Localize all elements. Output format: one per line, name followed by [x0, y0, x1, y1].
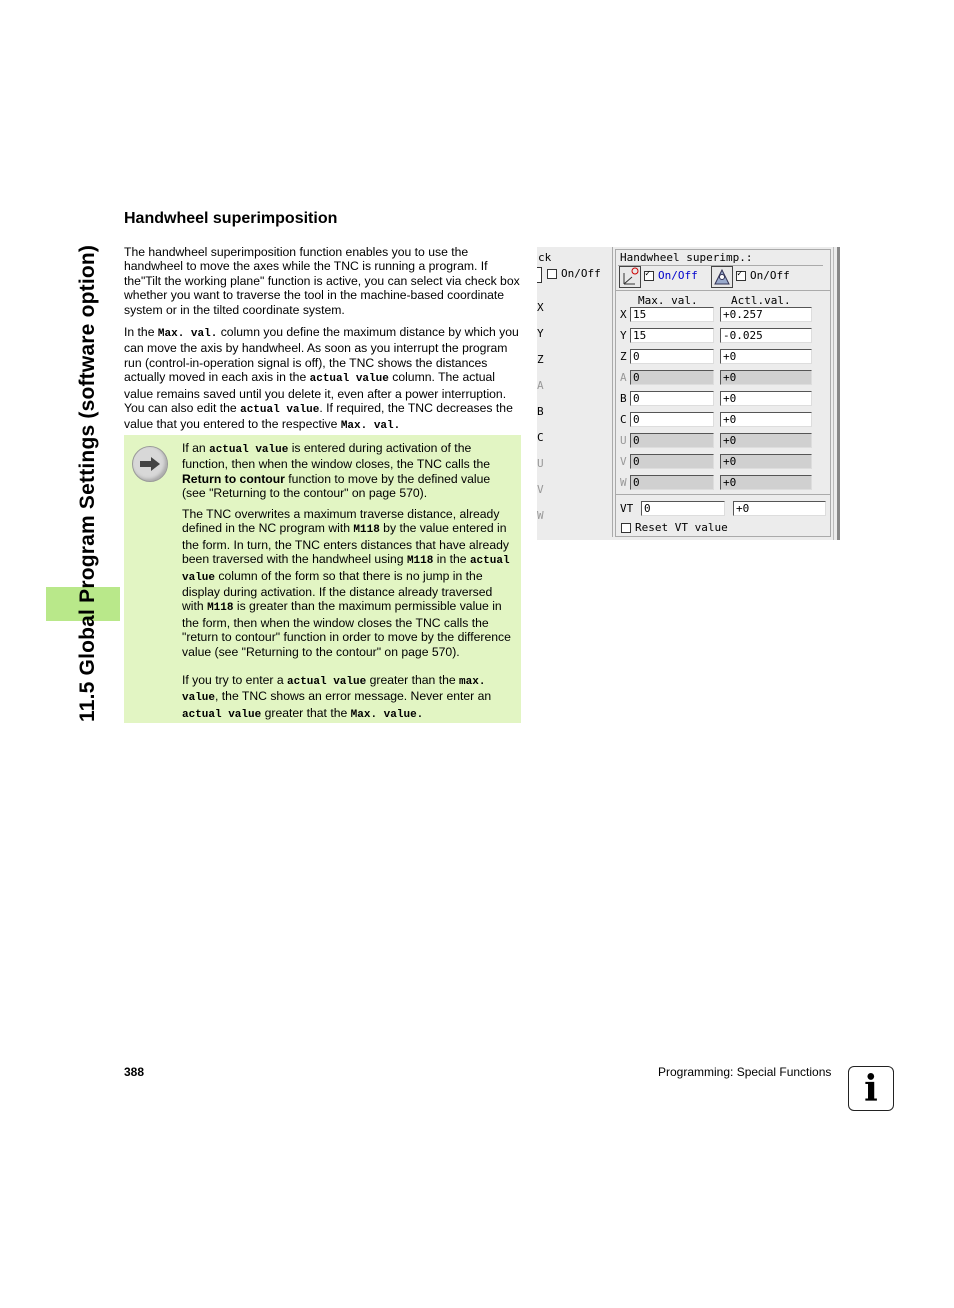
side-section-title: 11.5 Global Program Settings (software option): [76, 244, 99, 722]
axis-label-u: U: [620, 434, 627, 447]
axis-label-z: Z: [620, 350, 627, 363]
actual-val-field-y[interactable]: -0.025: [720, 328, 812, 343]
tilted-coordinate-icon: [711, 266, 733, 288]
left-axis-v: V: [537, 483, 544, 496]
machine-coordinate-icon: [619, 266, 641, 288]
intro-paragraph: The handwheel superimposition function enables you to use the handwheel to move the axes while the TNC is running a program. If the"Tilt the working plane" function is active, you can select via check box whether you want to traverse the tool in the machine-based coordinate system or in the tilted coordinate system.: [124, 245, 520, 317]
handwheel-form-screenshot: [537, 247, 840, 540]
max-val-column-header: Max. val.: [638, 294, 698, 307]
left-axis-z: Z: [537, 353, 544, 366]
note-paragraph-1: If an actual value is entered during activation of the function, then when the window closes, the TNC calls the Return to contour function to move by the defined value (see "Returning to the contour" on page 570).: [182, 441, 491, 501]
left-panel-label: ck: [538, 251, 552, 264]
handwheel-group: [615, 249, 831, 537]
max-val-field-c[interactable]: 0: [630, 412, 714, 427]
note-paragraph-3: If you try to enter a actual value greater than the max. value, the TNC shows an error message. Never enter an actual value greater that the Max. value.: [182, 673, 492, 721]
actual-val-column-header: Actl.val.: [731, 294, 791, 307]
axis-label-w: W: [620, 476, 627, 489]
actual-val-field-b[interactable]: +0: [720, 391, 812, 406]
left-onoff-checkbox[interactable]: [547, 269, 557, 279]
max-val-field-b[interactable]: 0: [630, 391, 714, 406]
actual-val-field-x[interactable]: +0.257: [720, 307, 812, 322]
arrow-right-icon: [132, 446, 168, 482]
max-val-field-z[interactable]: 0: [630, 349, 714, 364]
left-axis-y: Y: [537, 327, 544, 340]
left-axis-a: A: [537, 379, 544, 392]
axis-label-v: V: [620, 455, 627, 468]
left-axis-w: W: [537, 509, 544, 522]
left-axis-u: U: [537, 457, 544, 470]
reset-vt-checkbox[interactable]: [621, 523, 631, 533]
max-val-field-u[interactable]: 0: [630, 433, 714, 448]
axis-label-a: A: [620, 371, 627, 384]
footer-section-title: Programming: Special Functions: [658, 1065, 832, 1079]
axis-label-y: Y: [620, 329, 627, 342]
max-val-paragraph: In the Max. val. column you define the maximum distance by which you can move the axis by handwheel. As soon as you interrupt the program run (control-in-operation signal is off), the TNC shows the distances actually moved in each axis in the actual value column. The actual value remains saved until you delete it, even after a power interruption. You can also edit the actual value. If required, the TNC decreases the value that you entered to the respective Max. val.: [124, 325, 519, 433]
section-heading: Handwheel superimposition: [124, 210, 338, 227]
axis-label-c: C: [620, 413, 627, 426]
page-number: 388: [124, 1065, 145, 1079]
actual-val-field-z[interactable]: +0: [720, 349, 812, 364]
tilted-onoff-label: On/Off: [750, 269, 790, 282]
actual-val-field-w[interactable]: +0: [720, 475, 812, 490]
left-axis-c: C: [537, 431, 544, 444]
left-panel-icon: [537, 267, 542, 283]
axis-label-x: X: [620, 308, 627, 321]
actual-val-field-c[interactable]: +0: [720, 412, 812, 427]
axis-label-b: B: [620, 392, 627, 405]
left-axis-b: B: [537, 405, 544, 418]
max-val-field-a[interactable]: 0: [630, 370, 714, 385]
tilted-onoff-checkbox[interactable]: [736, 271, 746, 281]
actual-val-field-v[interactable]: +0: [720, 454, 812, 469]
machine-onoff-checkbox[interactable]: [644, 271, 654, 281]
left-onoff-label: On/Off: [561, 267, 601, 280]
machine-onoff-label: On/Off: [658, 269, 698, 282]
max-val-field-y[interactable]: 15: [630, 328, 714, 343]
vt-max-field[interactable]: 0: [641, 501, 725, 516]
vt-actual-field[interactable]: +0: [733, 501, 826, 516]
max-val-field-x[interactable]: 15: [630, 307, 714, 322]
vt-label: VT: [620, 502, 634, 515]
actual-val-field-u[interactable]: +0: [720, 433, 812, 448]
reset-vt-label: Reset VT value: [635, 521, 728, 534]
left-axis-x: X: [537, 301, 544, 314]
actual-val-field-a[interactable]: +0: [720, 370, 812, 385]
max-val-field-v[interactable]: 0: [630, 454, 714, 469]
left-panel: [537, 247, 613, 537]
max-val-field-w[interactable]: 0: [630, 475, 714, 490]
info-icon: i: [848, 1066, 894, 1111]
note-paragraph-2: The TNC overwrites a maximum traverse distance, already defined in the NC program with M118 by the value entered in the form. In turn, the TNC enters distances that have already been traversed with the handwheel using M118 in the actual value column of the form so that there is no jump in the display during activation. If the distance already traversed with M118 is greater than the maximum permissible value in the form, then when the window closes the TNC calls the "return to contour" function in order to move by the difference value (see "Returning to the contour" on page 570).: [182, 507, 511, 659]
group-title: Handwheel superimp.:: [620, 251, 753, 264]
